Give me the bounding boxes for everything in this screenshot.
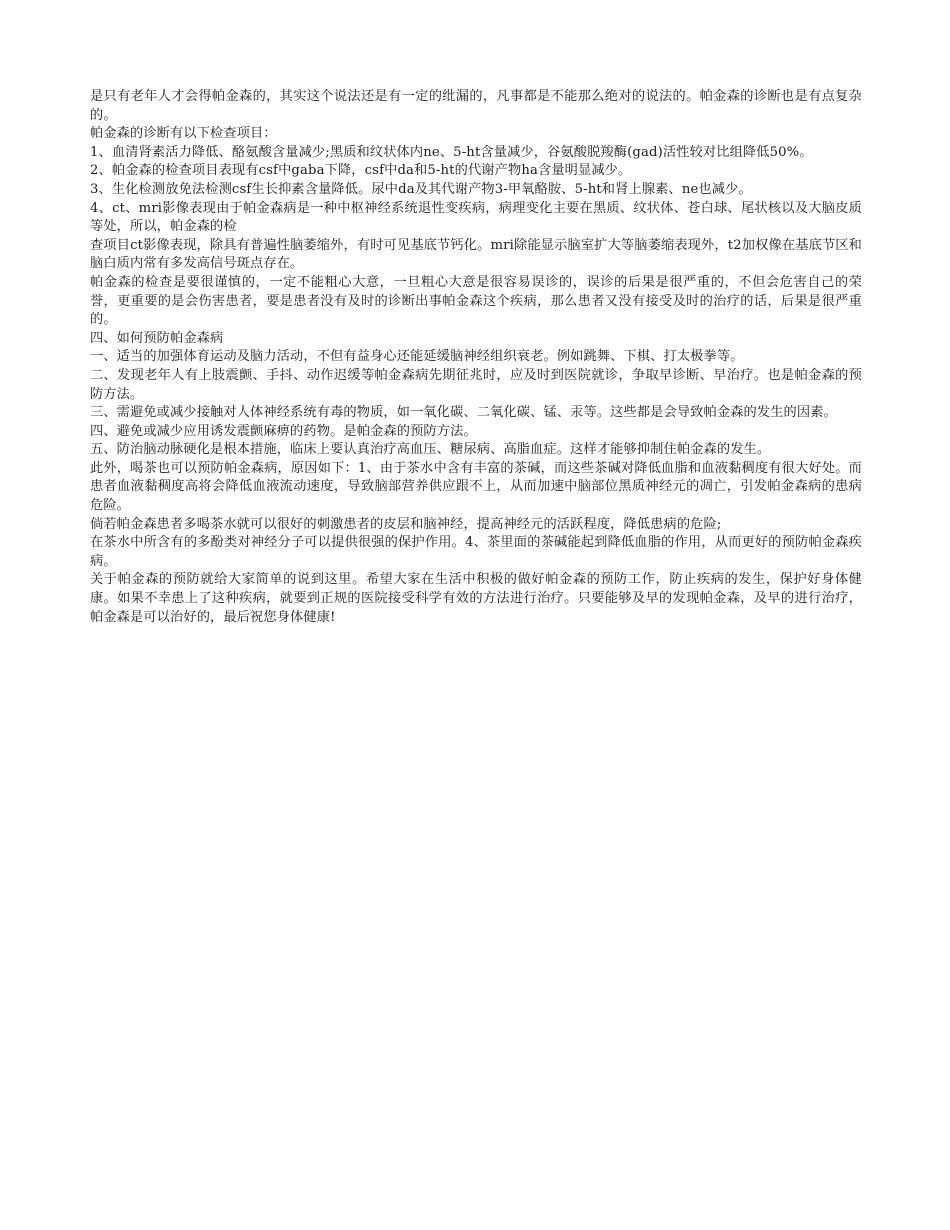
paragraph-tea-1: 此外，喝茶也可以预防帕金森病，原因如下：1、由于茶水中含有丰富的茶碱，而这些茶碱对降低血脂和血液黏稠度有很大好处。而患者血液黏稠度高将会降低血液流动速度，导致脑部营养供应跟不上，从而加速中脑部位黑质神经元的凋亡，引发帕金森病的患病危险。 (90, 460, 862, 514)
paragraph-prevention-heading: 四、如何预防帕金森病 (90, 330, 224, 346)
paragraph-diagnosis-item-3: 3、生化检测放免法检测csf生长抑素含量降低。尿中da及其代谢产物3-甲氧酪胺、5-ht和肾上腺素、ne也减少。 (90, 181, 752, 197)
paragraph-prevention-3: 三、需避免或减少接触对人体神经系统有毒的物质，如一氧化碳、二氧化碳、锰、汞等。这些都是会导致帕金森的发生的因素。 (90, 405, 837, 421)
paragraph-tea-2: 倘若帕金森患者多喝茶水就可以很好的刺激患者的皮层和脑神经，提高神经元的活跃程度，降低患病的危险; (90, 516, 722, 532)
paragraph-diagnosis-item-4: 4、ct、mri影像表现由于帕金森病是一种中枢神经系统退性变疾病，病理变化主要在黑质、纹状体、苍白球、尾状核以及大脑皮质等处，所以，帕金森的检 (90, 200, 862, 235)
paragraph-intro: 是只有老年人才会得帕金森的，其实这个说法还是有一定的纰漏的，凡事都是不能那么绝对的说法的。帕金森的诊断也是有点复杂的。 (90, 89, 862, 123)
paragraph-tea-3: 在茶水中所含有的多酚类对神经分子可以提供很强的保护作用。4、茶里面的茶碱能起到降低血脂的作用，从而更好的预防帕金森疾病。 (90, 535, 862, 569)
paragraph-prevention-2: 二、发现老年人有上肢震颤、手抖、动作迟缓等帕金森病先期征兆时，应及时到医院就诊，争取早诊断、早治疗。也是帕金森的预防方法。 (90, 367, 862, 402)
paragraph-diagnosis-heading: 帕金森的诊断有以下检查项目： (90, 126, 277, 142)
paragraph-prevention-4: 四、避免或减少应用诱发震颤麻痹的药物。是帕金森的预防方法。 (90, 423, 477, 439)
document-body (90, 88, 862, 627)
paragraph-prevention-1: 一、适当的加强体育运动及脑力活动，不但有益身心还能延缓脑神经组织衰老。例如跳舞、下棋、打太极拳等。 (90, 349, 744, 365)
paragraph-diagnosis-item-2: 2、帕金森的检查项目表现有csf中gaba下降，csf中da和5-ht的代谢产物ha含量明显减少。 (90, 163, 632, 179)
paragraph-prevention-5: 五、防治脑动脉硬化是根本措施，临床上要认真治疗高血压、糖尿病、高脂血症。这样才能够抑制住帕金森的发生。 (90, 442, 771, 458)
paragraph-conclusion: 关于帕金森的预防就给大家简单的说到这里。希望大家在生活中积极的做好帕金森的预防工作，防止疾病的发生，保护好身体健康。如果不幸患上了这种疾病，就要到正规的医院接受科学有效的方法进行治疗。只要能够及早的发现帕金森，及早的进行治疗，帕金森是可以治好的，最后祝您身体健康! (90, 572, 862, 625)
paragraph-diagnosis-item-4-cont: 查项目ct影像表现，除具有普遍性脑萎缩外，有时可见基底节钙化。mri除能显示脑室扩大等脑萎缩表现外，t2加权像在基底节区和脑白质内常有多发高信号斑点存在。 (90, 237, 862, 272)
paragraph-diagnosis-item-1: 1、血清肾素活力降低、酪氨酸含量减少;黑质和纹状体内ne、5-ht含量减少，谷氨酸脱羧酶(gad)活性较对比组降低50%。 (90, 144, 813, 160)
paragraph-caution: 帕金森的检查是要很谨慎的，一定不能粗心大意，一旦粗心大意是很容易误诊的，误诊的后果是很严重的，不但会危害自己的荣誉，更重要的是会伤害患者，要是患者没有及时的诊断出事帕金森这个疾病，那么患者又没有接受及时的治疗的话，后果是很严重的。 (90, 274, 862, 328)
